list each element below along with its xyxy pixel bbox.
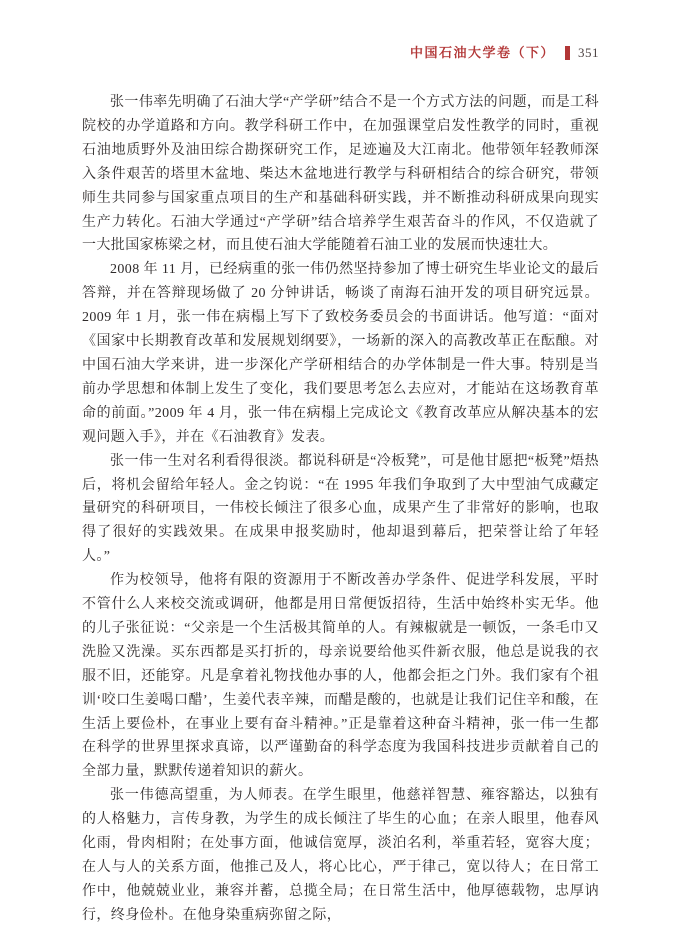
paragraph-1: 张一伟率先明确了石油大学“产学研”结合不是一个方式方法的问题，而是工科院校的办学道路和方向。教学科研工作中，在加强课堂启发性教学的同时，重视石油地质野外及油田综合勘探研究工作，足迹遍及大江南北。他带领年轻教师深入条件艰苦的塔里木盆地、柴达木盆地进行教学与科研相结合的综合研究，带领师生共同参与国家重点项目的生产和基础科研实践，并不断推动科研成果向现实生产力转化。石油大学通过“产学研”结合培养学生艰苦奋斗的作风，不仅造就了一大批国家栋梁之材，而且使石油大学能随着石油工业的发展而快速壮大。 bbox=[82, 95, 599, 254]
paragraph-3: 张一伟一生对名利看得很淡。都说科研是“冷板凳”，可是他甘愿把“板凳”焐热后，将机会留给年轻人。金之钧说：“在 1995 年我们争取到了大中型油气成藏定量研究的科研项目，一伟校长倾注了很多心血，成果产生了非常好的影响，也取得了很好的实践效果。在成果申报奖励时，他却退到幕后，把荣誉让给了年轻人。” bbox=[82, 453, 599, 565]
header-divider-bar bbox=[565, 46, 570, 60]
paragraph-4: 作为校领导，他将有限的资源用于不断改善办学条件、促进学科发展，平时不管什么人来校交流或调研，他都是用日常便饭招待，生活中始终朴实无华。他的儿子张征说：“父亲是一个生活极其简单的人。有辣椒就是一顿饭，一条毛巾又洗脸又洗澡。买东西都是买打折的，母亲说要给他买件新衣服，他总是说我的衣服不旧，还能穿。凡是拿着礼物找他办事的人，他都会拒之门外。我们家有个祖训‘咬口生姜喝口醋’，生姜代表辛辣，而醋是酸的，也就是让我们记住辛和酸，在生活上要俭朴，在事业上要有奋斗精神。”正是靠着这种奋斗精神，张一伟一生都在科学的世界里探求真谛，以严谨勤奋的科学态度为我国科技进步贡献着自己的全部力量，默默传递着知识的薪火。 bbox=[82, 573, 599, 780]
page-number: 351 bbox=[578, 45, 599, 60]
running-head bbox=[410, 44, 599, 62]
body-text bbox=[82, 91, 599, 928]
running-head-title: 中国石油大学卷（下） bbox=[409, 45, 555, 60]
paragraph-2: 2008 年 11 月，已经病重的张一伟仍然坚持参加了博士研究生毕业论文的最后答辩，并在答辩现场做了 20 分钟讲话，畅谈了南海石油开发的项目研究远景。2009 年 1 月，张一伟在病榻上写下了致校务委员会的书面讲话。他写道：“面对《国家中长期教育改革和发展规划纲要》，一场新的深入的高教改革正在酝酿。对中国石油大学来讲，进一步深化产学研相结合的办学体制是一件大事。特别是当前办学思想和体制上发生了变化，我们要思考怎么去应对，才能站在这场教育革命的前面。”2009 年 4 月，张一伟在病榻上完成论文《教育改革应从解决基本的宏观问题入手》，并在《石油教育》发表。 bbox=[82, 262, 599, 445]
paragraph-5: 张一伟德高望重，为人师表。在学生眼里，他慈祥智慧、雍容豁达，以独有的人格魅力，言传身教，为学生的成长倾注了毕生的心血；在亲人眼里，他春风化雨，骨肉相附；在处事方面，他诚信宽厚，淡泊名利，举重若轻，宽容大度；在人与人的关系方面，他推己及人，将心比心，严于律己，宽以待人；在日常工作中，他兢兢业业，兼容并蓄，总揽全局；在日常生活中，他厚德载物，忠厚讷行，终身俭朴。在他身染重病弥留之际， bbox=[82, 788, 599, 923]
